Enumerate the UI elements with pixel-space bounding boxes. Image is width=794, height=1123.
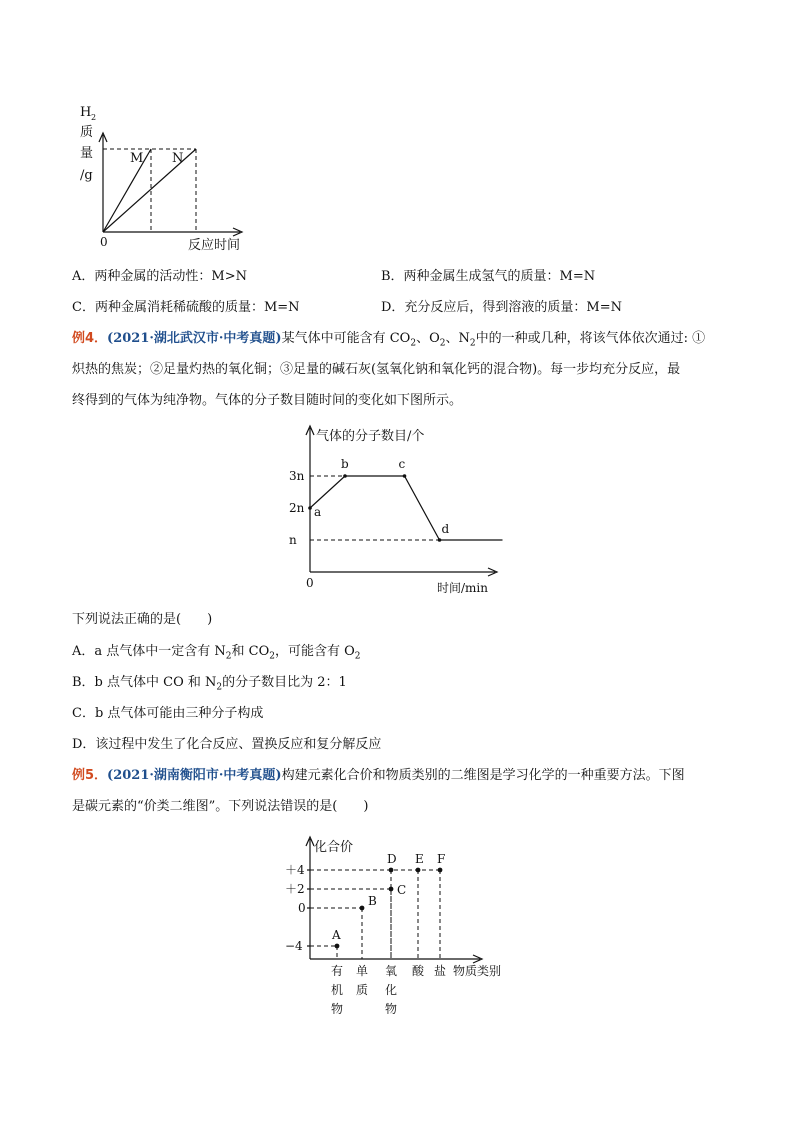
graph2-y-tick-2n: 2n [289,501,305,515]
graph1-series-m [103,149,151,232]
ex4-option-b-sub-1: 2 [216,682,223,693]
graph3-category-0-char-0: 有 [331,964,344,978]
graph2-series-line [310,476,503,540]
graph2-y-tick-3n: 3n [289,469,305,483]
graph3-y-tick--4: −4 [285,939,303,953]
graph3-point-label-C: C [397,883,407,897]
graph3-category-0-char-2: 物 [331,1002,344,1016]
graph1-x-label: 反应时间 [188,238,241,253]
graph1-y-label-char-3: /g [80,168,93,183]
graph3-point-label-A: A [332,928,341,942]
ex5-source: (2021·湖南衡阳市·中考真题) [107,768,282,783]
graph3-point-label-D: D [387,852,397,866]
graph2-point-c [403,474,407,478]
valence-class-graph [280,833,520,1023]
ex4-stem-line-1 [72,330,705,348]
q3-option-d: D．充分反应后，得到溶液的质量：M=N [381,300,623,315]
graph3-point-B [360,906,365,911]
q3-option-c: C．两种金属消耗稀硫酸的质量：M=N [72,300,300,315]
ex4-stem-a-sub: 2 [410,338,417,349]
q3-option-a: A．两种金属的活动性：M>N [72,269,247,284]
graph3-category-4-char-0: 盐 [434,964,447,978]
ex4-source: (2021·湖北武汉市·中考真题) [107,331,282,346]
graph3-category-2-char-0: 氧 [385,964,398,978]
graph3-x-label: 物质类别 [453,964,502,978]
ex4-option-b-2: 的分子数目比为 2：1 [222,675,347,690]
ex4-prompt: 下列说法正确的是( ) [72,612,213,627]
graph1-y-label-char-2: 量 [80,146,94,161]
graph2-y-label: 气体的分子数目/个 [316,429,425,444]
graph2-origin: 0 [306,576,314,590]
graph3-point-label-F: F [437,852,446,866]
ex4-stem-line-3: 终得到的气体为纯净物。气体的分子数目随时间的变化如下图所示。 [72,393,463,408]
molecule-count-graph [285,422,510,602]
graph2-point-label-d: d [441,522,450,536]
ex4-stem-a: 某气体中可能含有 CO [281,331,411,346]
graph3-point-E [416,868,421,873]
graph2-x-label: 时间/min [437,581,488,595]
graph3-category-2-char-1: 化 [385,983,398,997]
graph3-y-tick-2: ＋2 [285,882,305,896]
ex4-option-a [72,643,361,661]
graph3-y-tick-4: ＋4 [285,863,305,877]
graph2-point-b [343,474,347,478]
graph3-category-1-char-1: 质 [356,983,369,997]
ex4-option-a-1: A．a 点气体中一定含有 N [72,644,226,659]
graph2-point-label-c: c [398,457,406,471]
graph2-point-a [308,506,312,510]
graph3-y-label: 化合价 [314,840,354,855]
h2-mass-graph [70,100,260,260]
ex5-stem-line-1 [72,767,685,785]
graph3-point-A [335,944,340,949]
graph3-category-1-char-0: 单 [356,964,369,978]
graph3-category-3-char-0: 酸 [412,964,425,978]
ex4-option-b [72,674,347,692]
ex4-option-a-2: 和 CO [231,644,270,659]
ex5-stem-1: 构建元素化合价和物质类别的二维图是学习化学的一种重要方法。下图 [281,768,685,783]
graph3-point-F [438,868,443,873]
ex4-stem-c-sub: 2 [469,338,476,349]
graph3-point-C [389,887,394,892]
ex4-stem-d: 中的一种或几种，将该气体依次通过: ① [475,331,706,346]
graph2-point-d [438,538,442,542]
graph1-label-m: M [130,151,144,166]
graph2-y-tick-n: n [289,533,297,547]
ex4-tag: 例4． [72,331,108,346]
ex4-option-a-sub-2: 2 [269,651,275,662]
graph3-category-2-char-2: 物 [385,1002,398,1016]
ex4-option-c: C．b 点气体可能由三种分子构成 [72,706,264,721]
q3-option-b: B．两种金属生成氢气的质量：M=N [381,269,596,284]
graph1-y-label-h-sub: 2 [91,113,97,122]
graph2-point-label-a: a [314,505,322,519]
ex4-option-d: D．该过程中发生了化合反应、置换反应和复分解反应 [72,737,382,752]
ex4-stem-b: 、O [416,331,440,346]
ex5-stem-line-2: 是碳元素的“价类二维图”。下列说法错误的是( ) [72,799,369,814]
ex4-option-b-1: B．b 点气体中 CO 和 N [72,675,217,690]
graph3-category-0-char-1: 机 [331,983,344,997]
graph3-point-D [389,868,394,873]
ex4-option-a-3: ，可能含有 O [275,644,355,659]
ex4-stem-line-2: 炽热的焦炭；②足量灼热的氧化铜；③足量的碱石灰(氢氧化钠和氧化钙的混合物)。每一步均充分反应，最 [72,362,681,377]
graph3-point-label-B: B [368,894,377,908]
ex4-stem-b-sub: 2 [439,338,446,349]
graph1-y-label-h: H [80,105,92,120]
graph1-y-label-char-1: 质 [80,125,94,140]
graph3-y-tick-0: 0 [298,901,306,915]
graph1-origin: 0 [100,235,108,249]
ex4-option-a-sub-1: 2 [225,651,232,662]
graph3-point-label-E: E [415,852,424,866]
ex4-option-a-sub-3: 2 [354,651,361,662]
graph1-label-n: N [172,151,184,166]
graph2-point-label-b: b [341,457,349,471]
ex5-tag: 例5． [72,768,108,783]
ex4-stem-c: 、N [445,331,470,346]
